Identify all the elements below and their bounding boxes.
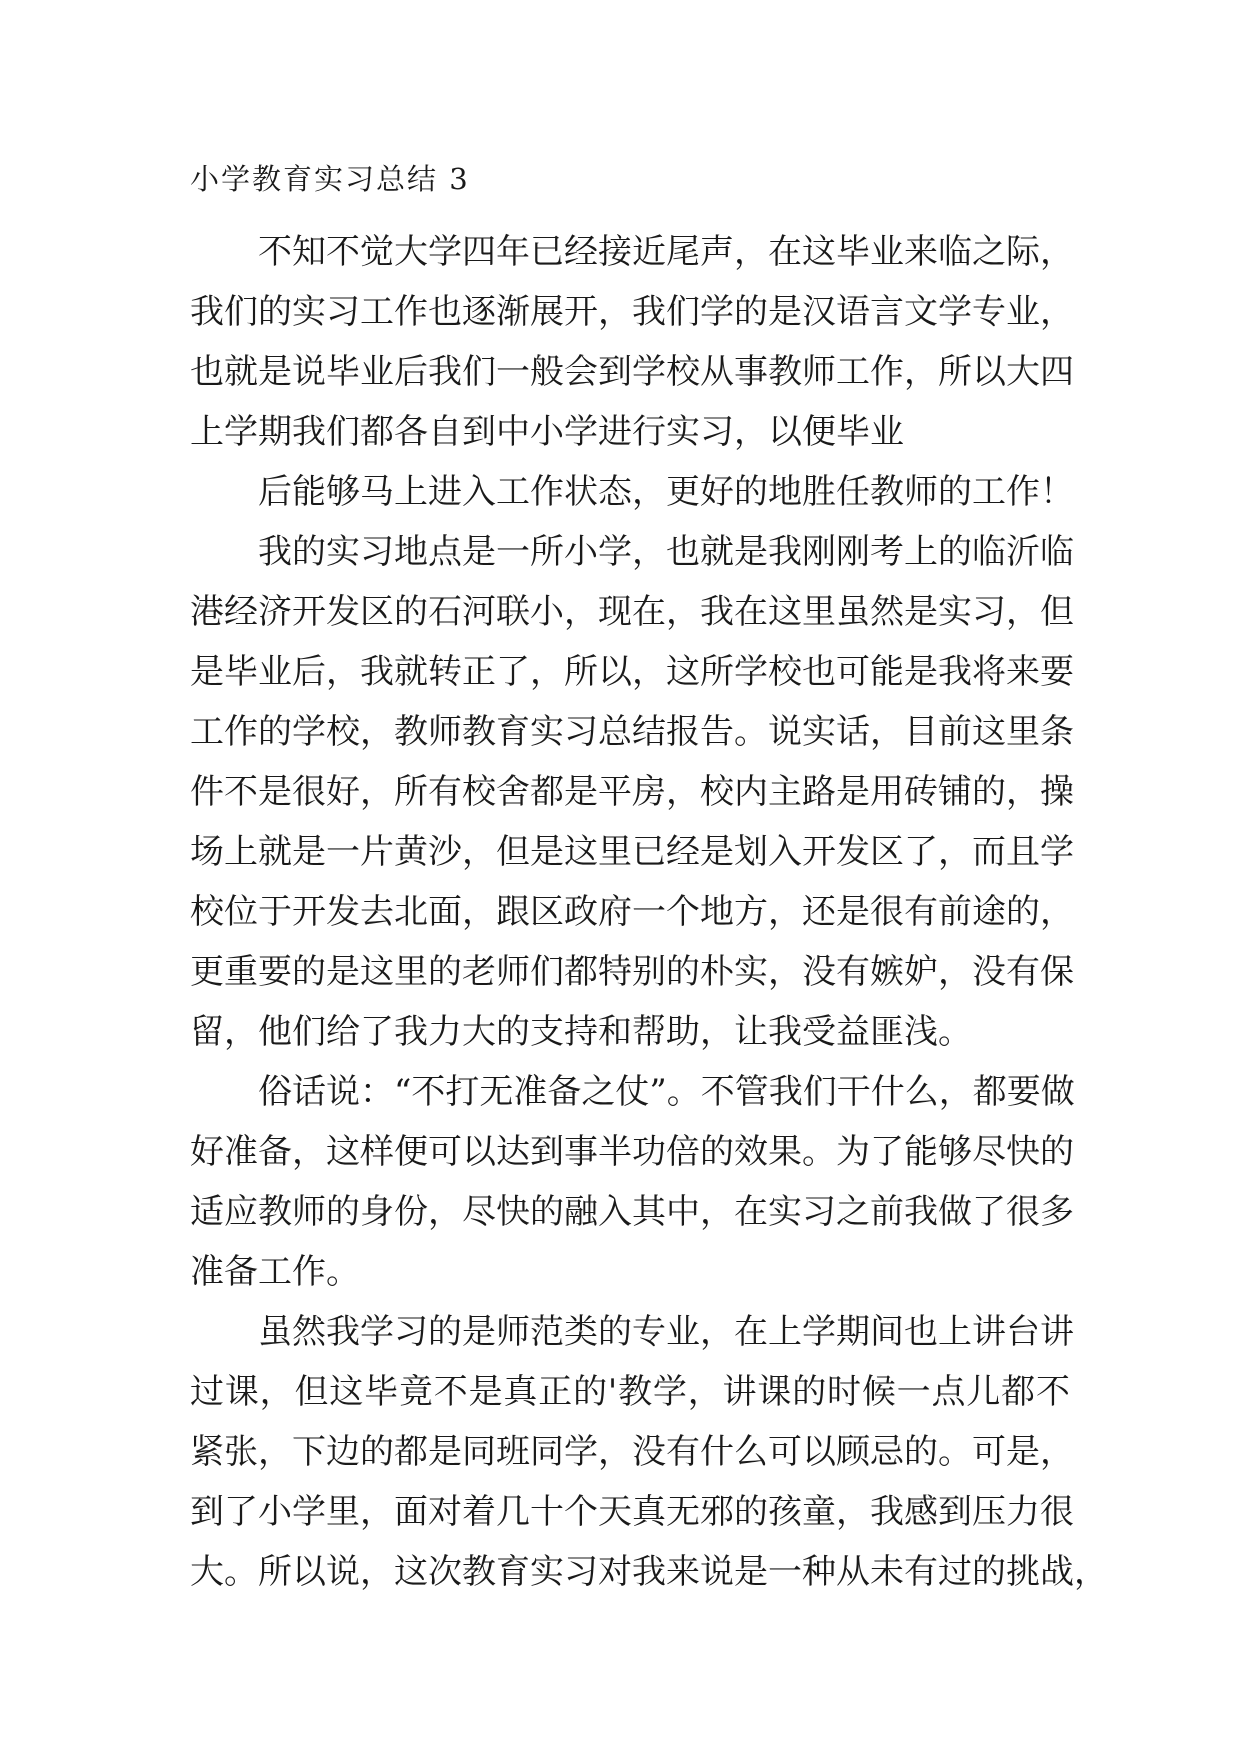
paragraph-line: 俗话说：“不打无准备之仗”。不管我们干什么，都要做 [258,1072,1075,1112]
paragraph-line: 场上就是一片黄沙，但是这里已经是划入开发区了，而且学 [190,832,1074,872]
paragraph-3 [190,522,1074,1062]
paragraph-line: 好准备，这样便可以达到事半功倍的效果。为了能够尽快的 [190,1132,1074,1172]
paragraph-line: 后能够马上进入工作状态，更好的地胜任教师的工作！ [258,472,1074,512]
paragraph-line: 件不是很好，所有校舍都是平房，校内主路是用砖铺的，操 [190,772,1074,812]
paragraph-line: 我的实习地点是一所小学，也就是我刚刚考上的临沂临 [258,532,1074,572]
paragraph-1 [190,222,1074,462]
paragraph-4 [190,1062,1075,1302]
paragraph-line: 过课，但这毕竟不是真正的'教学，讲课的时候一点儿都不 [190,1372,1070,1412]
paragraph-line: 工作的学校，教师教育实习总结报告。说实话，目前这里条 [190,712,1074,752]
paragraph-line: 更重要的是这里的老师们都特别的朴实，没有嫉妒，没有保 [190,952,1074,992]
paragraph-line: 也就是说毕业后我们一般会到学校从事教师工作，所以大四 [190,352,1074,392]
paragraph-line: 紧张，下边的都是同班同学，没有什么可以顾忌的。可是， [190,1432,1074,1472]
paragraph-2 [190,462,1074,522]
paragraph-line: 留，他们给了我力大的支持和帮助，让我受益匪浅。 [190,1012,972,1052]
paragraph-line: 大。所以说，这次教育实习对我来说是一种从未有过的挑战， [190,1552,1108,1592]
paragraph-line: 到了小学里，面对着几十个天真无邪的孩童，我感到压力很 [190,1492,1074,1532]
paragraph-line: 校位于开发去北面，跟区政府一个地方，还是很有前途的， [190,892,1074,932]
paragraph-line: 准备工作。 [190,1252,360,1292]
paragraph-line: 我们的实习工作也逐渐展开，我们学的是汉语言文学专业， [190,292,1074,332]
paragraph-line: 不知不觉大学四年已经接近尾声，在这毕业来临之际， [258,232,1074,272]
paragraph-line: 适应教师的身份，尽快的融入其中，在实习之前我做了很多 [190,1192,1074,1232]
document-body [190,162,1108,1602]
paragraph-line: 上学期我们都各自到中小学进行实习，以便毕业 [190,412,904,452]
paragraph-line: 港经济开发区的石河联小，现在，我在这里虽然是实习，但 [190,592,1074,632]
document-title: 小学教育实习总结 3 [190,162,470,196]
paragraph-line: 是毕业后，我就转正了，所以，这所学校也可能是我将来要 [190,652,1074,692]
paragraph-5 [190,1302,1108,1602]
paragraph-line: 虽然我学习的是师范类的专业，在上学期间也上讲台讲 [258,1312,1074,1352]
